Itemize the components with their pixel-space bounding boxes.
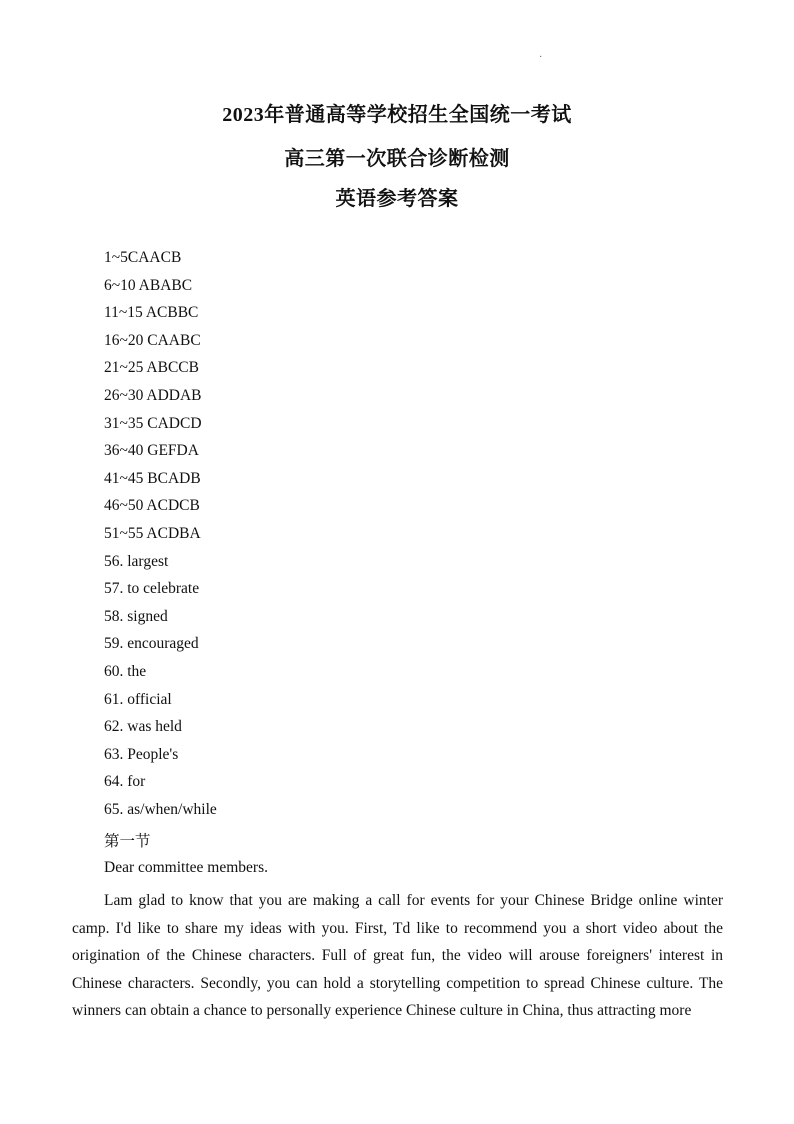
answer-item: 11~15 ACBBC	[104, 304, 199, 322]
answer-item: 21~25 ABCCB	[104, 359, 199, 377]
exam-subtitle: 高三第一次联合诊断检测	[284, 148, 510, 170]
answer-item: 57. to celebrate	[104, 580, 200, 598]
answer-item: 63. People's	[104, 745, 179, 763]
answer-item: 59. encouraged	[104, 635, 199, 653]
answer-item: 62. was held	[104, 718, 182, 736]
answer-item: 64. for	[104, 773, 146, 791]
answer-item: 1~5CAACB	[104, 249, 182, 266]
answer-item: 31~35 CADCD	[104, 414, 202, 432]
answer-item: 26~30 ADDAB	[104, 386, 202, 404]
answer-list	[104, 247, 217, 826]
letter-body: Lam glad to know that you are making a call for events for your Chinese Bridge online winter camp. I'd like to share my ideas with you. First, Td like to recommend you a short video about the origination of the Chinese characters. Full of great fun, the video will arouse foreigners' interest in Chinese characters. Secondly, you can hold a storytelling competition to spread Chinese culture. The winners can obtain a chance to personally experience Chinese culture in China, thus attracting more	[72, 892, 723, 1020]
letter-salutation: Dear committee members.	[104, 859, 268, 876]
answer-item: 41~45 BCADB	[104, 469, 201, 487]
section-label: 第一节	[104, 833, 151, 850]
exam-title: 2023年普通高等学校招生全国统一考试	[222, 104, 572, 126]
answer-item: 65. as/when/while	[104, 800, 217, 818]
answer-item: 6~10 ABABC	[104, 276, 193, 294]
answer-item: 56. largest	[104, 552, 169, 570]
answer-key-heading: 英语参考答案	[335, 188, 459, 210]
answer-item: 51~55 ACDBA	[104, 524, 201, 542]
answer-item: 46~50 ACDCB	[104, 497, 200, 515]
answer-item: 58. signed	[104, 607, 168, 625]
answer-item: 16~20 CAABC	[104, 331, 201, 349]
answer-item: 60. the	[104, 662, 147, 680]
answer-item: 36~40 GEFDA	[104, 442, 199, 460]
answer-item: 61. official	[104, 690, 172, 708]
scan-mark: ·	[539, 52, 543, 63]
